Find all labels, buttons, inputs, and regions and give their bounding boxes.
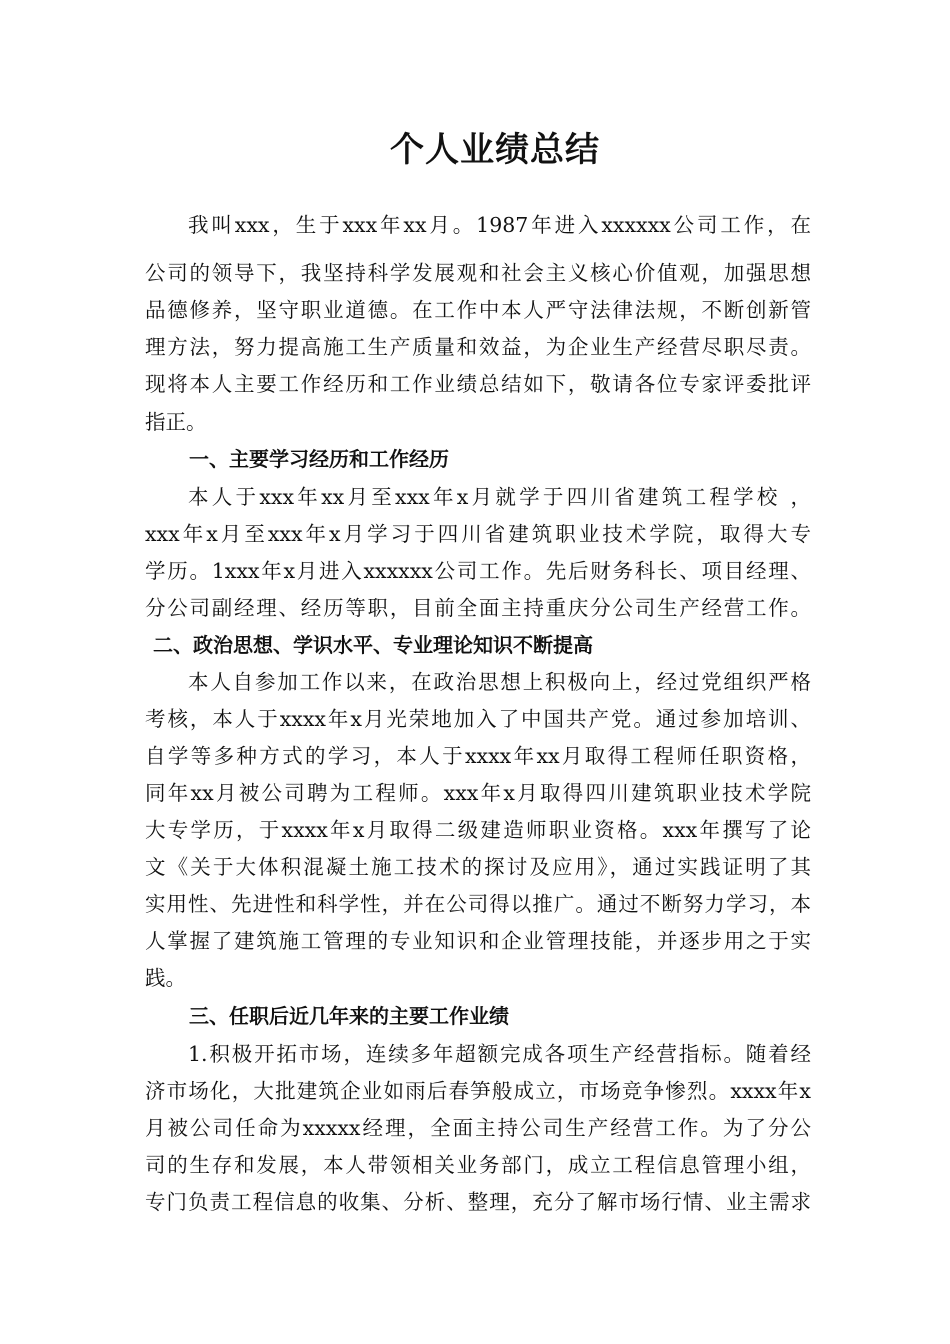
paragraph-line: 分公司副经理、经历等职，目前全面主持重庆分公司生产经营工作。 [145, 596, 811, 620]
paragraph-line: 济市场化，大批建筑企业如雨后春笋般成立，市场竞争惨烈。xxxx年x [145, 1079, 811, 1103]
paragraph-line: 本人于xxx年xx月至xxx年x月就学于四川省建筑工程学校 ， [188, 485, 811, 509]
paragraph-line: 本人自参加工作以来，在政治思想上积极向上，经过党组织严格 [188, 670, 811, 694]
paragraph-line: 专门负责工程信息的收集、分析、整理，充分了解市场行情、业主需求 [145, 1190, 811, 1214]
paragraph-line: 自学等多种方式的学习，本人于xxxx年xx月取得工程师任职资格， [145, 744, 811, 768]
paragraph-line: 实用性、先进性和科学性，并在公司得以推广。通过不断努力学习，本 [145, 892, 811, 916]
paragraph-line: xxx年x月至xxx年x月学习于四川省建筑职业技术学院，取得大专 [145, 522, 811, 546]
section-heading: 一、主要学习经历和工作经历 [189, 447, 449, 471]
paragraph-line: 践。 [145, 966, 186, 990]
paragraph-line: 1.积极开拓市场，连续多年超额完成各项生产经营指标。随着经 [188, 1042, 811, 1066]
section-heading: 二、政治思想、学识水平、专业理论知识不断提高 [153, 633, 593, 657]
paragraph-line: 现将本人主要工作经历和工作业绩总结如下，敬请各位专家评委批评 [145, 372, 811, 396]
paragraph-line: 指正。 [145, 410, 207, 434]
paragraph-line: 品德修养，坚守职业道德。在工作中本人严守法律法规，不断创新管 [145, 298, 811, 322]
paragraph-line: 公司的领导下，我坚持科学发展观和社会主义核心价值观，加强思想 [145, 261, 811, 285]
paragraph-line: 司的生存和发展，本人带领相关业务部门，成立工程信息管理小组， [145, 1153, 811, 1177]
paragraph-line: 文《关于大体积混凝土施工技术的探讨及应用》，通过实践证明了其 [145, 855, 811, 879]
paragraph-line: 同年xx月被公司聘为工程师。xxx年x月取得四川建筑职业技术学院 [145, 781, 811, 805]
document-title: 个人业绩总结 [390, 130, 600, 170]
paragraph-line: 理方法，努力提高施工生产质量和效益，为企业生产经营尽职尽责。 [145, 335, 811, 359]
paragraph-line: 学历。1xxx年x月进入xxxxxx公司工作。先后财务科长、项目经理、 [145, 559, 811, 583]
section-heading: 三、任职后近几年来的主要工作业绩 [189, 1004, 509, 1028]
paragraph-line: 人掌握了建筑施工管理的专业知识和企业管理技能，并逐步用之于实 [145, 929, 811, 953]
paragraph-line: 月被公司任命为xxxxx经理，全面主持公司生产经营工作。为了分公 [145, 1116, 811, 1140]
paragraph-line: 大专学历，于xxxx年x月取得二级建造师职业资格。xxx年撰写了论 [145, 818, 811, 842]
paragraph-line: 我叫xxx，生于xxx年xx月。1987年进入xxxxxx公司工作，在 [188, 213, 811, 237]
paragraph-line: 考核，本人于xxxx年x月光荣地加入了中国共产党。通过参加培训、 [145, 707, 811, 731]
